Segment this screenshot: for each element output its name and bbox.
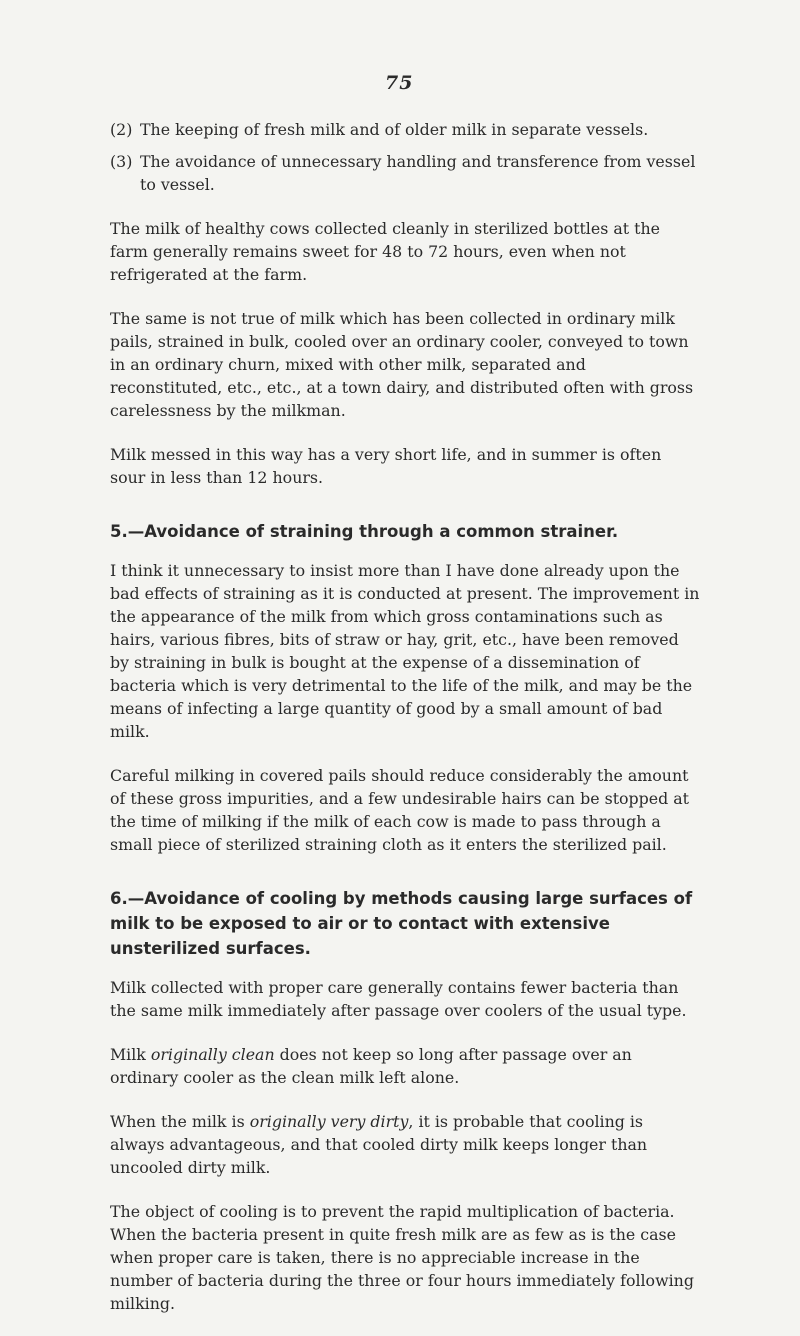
page-body <box>110 118 700 1336</box>
text-span: Milk <box>110 1045 151 1064</box>
paragraph: Milk collected with proper care generally contains fewer bacteria than the same milk immediately after passage over coolers of the usual type. <box>110 978 687 1020</box>
list-item <box>110 118 700 141</box>
section-heading: 5.—Avoidance of straining through a common strainer. <box>110 522 619 541</box>
text-span: does not keep so long after passage over an ordinary cooler as the clean milk left alone. <box>110 1045 632 1087</box>
paragraph: The milk of healthy cows collected cleanly in sterilized bottles at the farm generally remains sweet for 48 to 72 hours, even when not refrigerated at the farm. <box>110 219 660 284</box>
paragraph <box>110 1110 700 1179</box>
paragraph: Careful milking in covered pails should reduce considerably the amount of these gross impurities, and a few undesirable hairs can be stopped at the time of milking if the milk of each cow is made to pass through a small piece of sterilized straining cloth as it enters the sterilized pail. <box>110 766 690 854</box>
section-heading: 6.—Avoidance of cooling by methods causing large surfaces of milk to be exposed to air or to contact with extensive unsterilized surfaces. <box>110 889 693 958</box>
paragraph: The object of cooling is to prevent the rapid multiplication of bacteria. When the bacteria present in quite fresh milk are as few as is the case when proper care is taken, there is no appreciable increase in the number of bacteria during the three or four hours immediately following milking. <box>110 1202 694 1313</box>
text-span: When the milk is <box>110 1112 250 1131</box>
list-item-text: The avoidance of unnecessary handling and transference from vessel to vessel. <box>140 152 696 194</box>
emphasis-text: originally very dirty <box>249 1112 409 1131</box>
paragraph <box>110 1043 700 1089</box>
paragraph: Milk messed in this way has a very short life, and in summer is often sour in less than 12 hours. <box>110 445 662 487</box>
paragraph: The same is not true of milk which has been collected in ordinary milk pails, strained in bulk, cooled over an ordinary cooler, conveyed to town in an ordinary churn, mixed with other milk, separated and reconstituted, etc., etc., at a town dairy, and distributed often with gross carelessness by the milkman. <box>110 309 694 420</box>
page-number: 75 <box>385 72 414 94</box>
list-item-number: (2) <box>110 120 133 139</box>
list-item <box>110 150 700 196</box>
list-item-number: (3) <box>110 152 133 171</box>
paragraph: I think it unnecessary to insist more than I have done already upon the bad effects of straining as it is conducted at present. The improvement in the appearance of the milk from which gross contaminations such as hairs, various fibres, bits of straw or hay, grit, etc., have been removed by straining in bulk is bought at the expense of a dissemination of bacteria which is very detrimental to the life of the milk, and may be the means of infecting a large quantity of good by a small amount of bad milk. <box>110 561 700 741</box>
emphasis-text: originally clean <box>150 1045 275 1064</box>
text-span: , it is probable that cooling is always advantageous, and that cooled dirty milk keeps longer than uncooled dirty milk. <box>110 1112 648 1177</box>
list-item-text: The keeping of fresh milk and of older milk in separate vessels. <box>140 120 649 139</box>
